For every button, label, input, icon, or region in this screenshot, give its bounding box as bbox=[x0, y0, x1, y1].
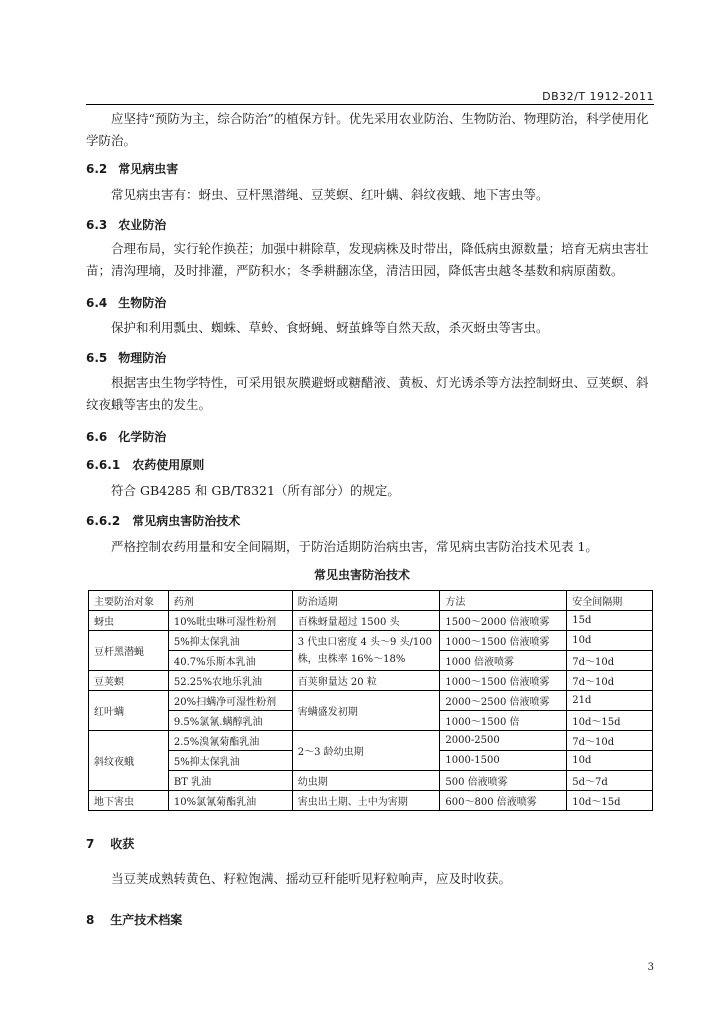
section-6-5-heading bbox=[86, 349, 166, 366]
timing-cell: 3 代虫口密度 4 头～9 头/100 株，虫株率 16%～18% bbox=[292, 631, 440, 671]
table-row bbox=[89, 611, 653, 631]
agent-cell: 10%吡虫啉可湿性粉剂 bbox=[168, 611, 292, 631]
table-header-cell: 主要防治对象 bbox=[89, 591, 169, 611]
section-title: 化学防治 bbox=[118, 430, 167, 444]
section-6-6-1-heading bbox=[86, 456, 204, 473]
section-6-6-heading bbox=[86, 428, 166, 445]
timing-cell: 幼虫期 bbox=[292, 771, 440, 791]
section-number: 6.3 bbox=[86, 218, 108, 232]
intro-paragraph: 应坚持“预防为主，综合防治”的植保方针。优先采用农业防治、生物防治、物理防治，科学使用化学防治。 bbox=[86, 111, 649, 148]
agent-cell: 20%扫螨净可湿性粉剂 bbox=[168, 691, 292, 711]
method-cell: 1000～1500 倍液喷雾 bbox=[440, 631, 567, 651]
target-cell: 红叶螨 bbox=[89, 691, 169, 731]
interval-cell: 10d bbox=[567, 751, 653, 771]
section-6-6-2-heading bbox=[86, 512, 240, 529]
table-header-cell: 防治适期 bbox=[292, 591, 440, 611]
interval-cell: 7d～10d bbox=[567, 671, 653, 691]
agent-cell: 9.5%氯氰.螨醇乳油 bbox=[168, 711, 292, 731]
timing-cell: 百株蚜量超过 1500 头 bbox=[292, 611, 440, 631]
method-cell: 1000～1500 倍液喷雾 bbox=[440, 671, 567, 691]
table-header-cell: 方法 bbox=[440, 591, 567, 611]
interval-cell: 7d～10d bbox=[567, 731, 653, 751]
table-row bbox=[89, 631, 653, 651]
section-6-4-heading bbox=[86, 294, 166, 311]
target-cell: 斜纹夜蛾 bbox=[89, 731, 169, 791]
interval-cell: 10d bbox=[567, 631, 653, 651]
section-6-5-text: 根据害虫生物学特性，可采用银灰膜避蚜或糖醋液、黄板、灯光诱杀等方法控制蚜虫、豆荚螟、斜纹夜蛾等害虫的发生。 bbox=[86, 375, 649, 412]
method-cell: 500 倍液喷雾 bbox=[440, 771, 567, 791]
table-row bbox=[89, 691, 653, 711]
agent-cell: 52.25%农地乐乳油 bbox=[168, 671, 292, 691]
method-cell: 600～800 倍液喷雾 bbox=[440, 791, 567, 811]
method-cell: 2000-2500 bbox=[440, 731, 567, 751]
section-number: 7 bbox=[86, 837, 95, 851]
interval-cell: 10d～15d bbox=[567, 711, 653, 731]
section-title: 农业防治 bbox=[118, 218, 167, 232]
target-cell: 蚜虫 bbox=[89, 611, 169, 631]
section-number: 6.6.1 bbox=[86, 458, 121, 472]
table-caption: 常见虫害防治技术 bbox=[313, 568, 410, 582]
timing-cell: 害螨盛发初期 bbox=[292, 691, 440, 731]
target-cell: 地下害虫 bbox=[89, 791, 169, 811]
method-cell: 1000-1500 bbox=[440, 751, 567, 771]
section-6-2-heading bbox=[86, 160, 178, 177]
interval-cell: 5d～7d bbox=[567, 771, 653, 791]
section-7-heading bbox=[86, 835, 134, 852]
interval-cell: 21d bbox=[567, 691, 653, 711]
section-title: 物理防治 bbox=[118, 351, 167, 365]
table-row bbox=[89, 771, 653, 791]
section-6-4-text: 保护和利用瓢虫、蜘蛛、草蛉、食蚜蝇、蚜茧蜂等自然天敌，杀灭蚜虫等害虫。 bbox=[111, 320, 549, 335]
table-header-row bbox=[89, 591, 653, 611]
section-number: 6.2 bbox=[86, 162, 108, 176]
agent-cell: 10%氯氰菊酯乳油 bbox=[168, 791, 292, 811]
section-number: 6.6.2 bbox=[86, 514, 121, 528]
table-row bbox=[89, 791, 653, 811]
section-6-3-heading bbox=[86, 216, 166, 233]
section-number: 6.6 bbox=[86, 430, 108, 444]
table-header-cell: 药剂 bbox=[168, 591, 292, 611]
pest-control-table bbox=[88, 590, 653, 811]
table-header-cell: 安全间隔期 bbox=[567, 591, 653, 611]
section-title: 收获 bbox=[110, 837, 135, 851]
interval-cell: 15d bbox=[567, 611, 653, 631]
method-cell: 1000 倍液喷雾 bbox=[440, 651, 567, 671]
section-title: 农药使用原则 bbox=[132, 458, 205, 472]
section-number: 6.5 bbox=[86, 351, 108, 365]
interval-cell: 10d～15d bbox=[567, 791, 653, 811]
section-title: 常见病虫害 bbox=[118, 162, 179, 176]
method-cell: 1500～2000 倍液喷雾 bbox=[440, 611, 567, 631]
agent-cell: 40.7%乐斯本乳油 bbox=[168, 651, 292, 671]
section-6-6-2-text: 严格控制农药用量和安全间隔期，于防治适期防治病虫害，常见病虫害防治技术见表 1。 bbox=[111, 539, 598, 554]
target-cell: 豆荚螟 bbox=[89, 671, 169, 691]
section-6-3-text: 合理布局，实行轮作换茬；加强中耕除草，发现病株及时带出，降低病虫源数量；培育无病虫害壮苗；清沟理墒，及时排灌，严防积水；冬季耕翻冻垡，清洁田园，降低害虫越冬基数和病原菌数。 bbox=[86, 241, 649, 278]
section-number: 8 bbox=[86, 913, 95, 927]
table-row bbox=[89, 731, 653, 751]
target-cell: 豆杆黑潜蝇 bbox=[89, 631, 169, 671]
timing-cell: 百荚卵量达 20 粒 bbox=[292, 671, 440, 691]
section-number: 6.4 bbox=[86, 296, 108, 310]
section-8-heading bbox=[86, 911, 182, 928]
section-6-2-text: 常见病虫害有：蚜虫、豆杆黑潜绳、豆荚螟、红叶螨、斜纹夜蛾、地下害虫等。 bbox=[111, 187, 549, 202]
section-title: 生物防治 bbox=[118, 296, 167, 310]
method-cell: 2000～2500 倍液喷雾 bbox=[440, 691, 567, 711]
method-cell: 1000～1500 倍 bbox=[440, 711, 567, 731]
header-rule bbox=[86, 104, 654, 105]
timing-cell: 2～3 龄幼虫期 bbox=[292, 731, 440, 771]
agent-cell: BT 乳油 bbox=[168, 771, 292, 791]
agent-cell: 2.5%溴氰菊酯乳油 bbox=[168, 731, 292, 751]
agent-cell: 5%抑太保乳油 bbox=[168, 631, 292, 651]
section-7-text: 当豆荚成熟转黄色、籽粒饱满、摇动豆秆能听见籽粒响声，应及时收获。 bbox=[111, 871, 512, 886]
interval-cell: 7d～10d bbox=[567, 651, 653, 671]
document-code: DB32/T 1912-2011 bbox=[542, 90, 654, 103]
agent-cell: 5%抑太保乳油 bbox=[168, 751, 292, 771]
section-title: 常见病虫害防治技术 bbox=[132, 514, 241, 528]
page-number: 3 bbox=[647, 962, 654, 973]
section-title: 生产技术档案 bbox=[110, 913, 183, 927]
table-row bbox=[89, 671, 653, 691]
timing-cell: 害虫出土期、土中为害期 bbox=[292, 791, 440, 811]
section-6-6-1-text: 符合 GB4285 和 GB/T8321（所有部分）的规定。 bbox=[111, 483, 400, 498]
